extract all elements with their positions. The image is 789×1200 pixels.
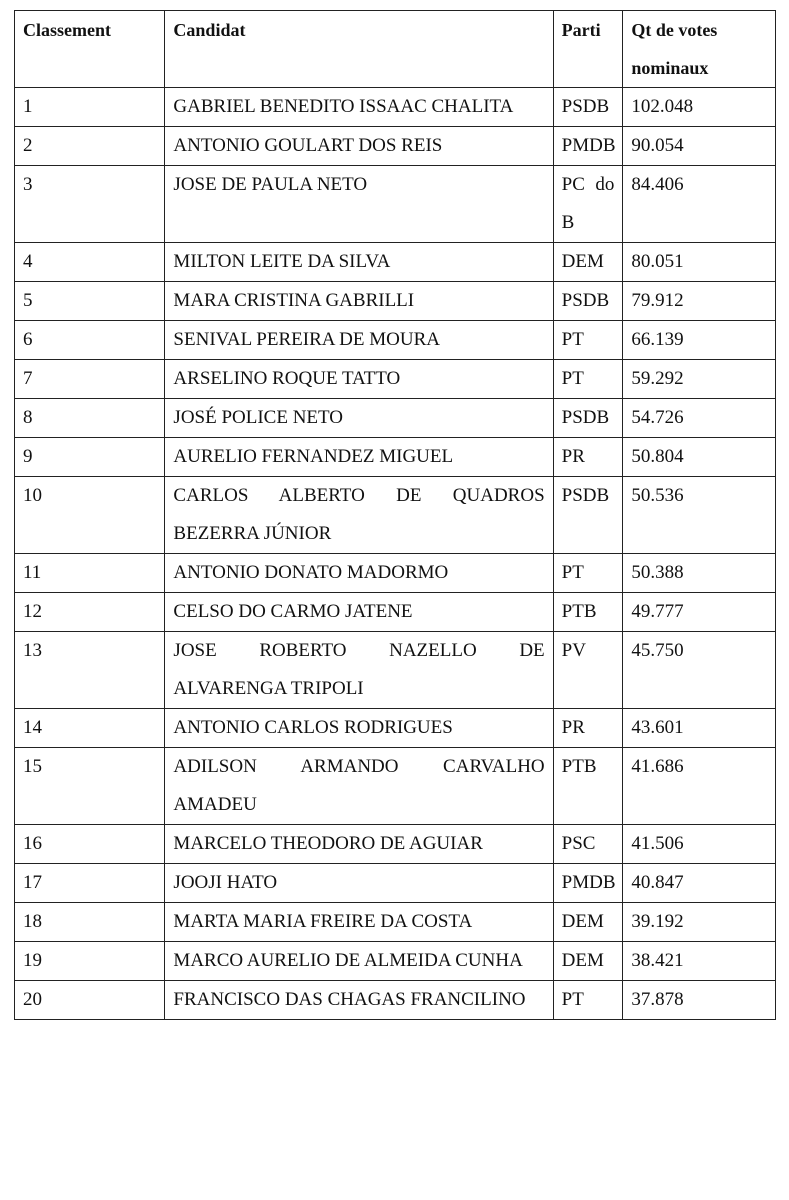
candidate-cell: ARSELINO ROQUE TATTO — [165, 360, 553, 399]
candidate-cell: JOSE DE PAULA NETO — [165, 166, 553, 243]
party-cell: PSDB — [553, 477, 623, 554]
votes-cell: 66.139 — [623, 321, 776, 360]
votes-cell: 84.406 — [623, 166, 776, 243]
votes-cell: 45.750 — [623, 632, 776, 709]
table-row — [15, 243, 776, 282]
rank-cell: 13 — [15, 632, 165, 709]
table-row — [15, 825, 776, 864]
party-cell: PR — [553, 438, 623, 477]
table-row — [15, 593, 776, 632]
candidate-cell: ANTONIO GOULART DOS REIS — [165, 127, 553, 166]
party-cell: PSC — [553, 825, 623, 864]
table-row — [15, 748, 776, 825]
votes-cell: 37.878 — [623, 981, 776, 1020]
party-cell: PR — [553, 709, 623, 748]
candidate-cell: SENIVAL PEREIRA DE MOURA — [165, 321, 553, 360]
rank-cell: 1 — [15, 88, 165, 127]
candidate-cell: MARCO AURELIO DE ALMEIDA CUNHA — [165, 942, 553, 981]
rank-cell: 17 — [15, 864, 165, 903]
table-row — [15, 709, 776, 748]
header-party: Parti — [553, 11, 623, 88]
table-row — [15, 321, 776, 360]
party-cell: DEM — [553, 243, 623, 282]
candidate-cell: CARLOS ALBERTO DE QUADROS BEZERRA JÚNIOR — [165, 477, 553, 554]
rank-cell: 15 — [15, 748, 165, 825]
votes-cell: 50.536 — [623, 477, 776, 554]
table-row — [15, 88, 776, 127]
party-cell: PMDB — [553, 864, 623, 903]
candidate-cell: MARA CRISTINA GABRILLI — [165, 282, 553, 321]
candidate-cell: JOOJI HATO — [165, 864, 553, 903]
rank-cell: 12 — [15, 593, 165, 632]
party-cell: PT — [553, 554, 623, 593]
header-votes: Qt de votes nominaux — [623, 11, 776, 88]
candidate-cell: MARTA MARIA FREIRE DA COSTA — [165, 903, 553, 942]
rank-cell: 19 — [15, 942, 165, 981]
table-row — [15, 166, 776, 243]
votes-cell: 38.421 — [623, 942, 776, 981]
votes-cell: 50.388 — [623, 554, 776, 593]
candidate-cell: GABRIEL BENEDITO ISSAAC CHALITA — [165, 88, 553, 127]
votes-cell: 90.054 — [623, 127, 776, 166]
party-cell: PT — [553, 360, 623, 399]
candidate-cell: MILTON LEITE DA SILVA — [165, 243, 553, 282]
votes-cell: 102.048 — [623, 88, 776, 127]
table-row — [15, 399, 776, 438]
table-row — [15, 282, 776, 321]
rank-cell: 14 — [15, 709, 165, 748]
header-row — [15, 11, 776, 88]
candidate-cell: ADILSON ARMANDO CARVALHO AMADEU — [165, 748, 553, 825]
rank-cell: 7 — [15, 360, 165, 399]
rank-cell: 3 — [15, 166, 165, 243]
candidate-cell: JOSE ROBERTO NAZELLO DE ALVARENGA TRIPOLI — [165, 632, 553, 709]
rank-cell: 16 — [15, 825, 165, 864]
party-cell: PV — [553, 632, 623, 709]
table-row — [15, 438, 776, 477]
rank-cell: 4 — [15, 243, 165, 282]
party-cell: PT — [553, 321, 623, 360]
votes-cell: 50.804 — [623, 438, 776, 477]
votes-cell: 54.726 — [623, 399, 776, 438]
rank-cell: 8 — [15, 399, 165, 438]
header-candidate: Candidat — [165, 11, 553, 88]
party-cell: DEM — [553, 903, 623, 942]
party-cell: PTB — [553, 593, 623, 632]
candidate-cell: JOSÉ POLICE NETO — [165, 399, 553, 438]
votes-cell: 41.506 — [623, 825, 776, 864]
candidate-cell: FRANCISCO DAS CHAGAS FRANCILINO — [165, 981, 553, 1020]
table-row — [15, 864, 776, 903]
header-rank: Classement — [15, 11, 165, 88]
rank-cell: 18 — [15, 903, 165, 942]
votes-cell: 43.601 — [623, 709, 776, 748]
table-row — [15, 477, 776, 554]
rank-cell: 20 — [15, 981, 165, 1020]
table-row — [15, 981, 776, 1020]
table-body — [15, 88, 776, 1020]
rank-cell: 11 — [15, 554, 165, 593]
rank-cell: 5 — [15, 282, 165, 321]
party-cell: PTB — [553, 748, 623, 825]
party-cell: PSDB — [553, 88, 623, 127]
party-cell: PSDB — [553, 399, 623, 438]
table-row — [15, 632, 776, 709]
rank-cell: 2 — [15, 127, 165, 166]
votes-cell: 80.051 — [623, 243, 776, 282]
candidate-cell: MARCELO THEODORO DE AGUIAR — [165, 825, 553, 864]
party-cell: PSDB — [553, 282, 623, 321]
votes-cell: 40.847 — [623, 864, 776, 903]
votes-cell: 41.686 — [623, 748, 776, 825]
party-cell: PT — [553, 981, 623, 1020]
votes-cell: 79.912 — [623, 282, 776, 321]
votes-cell: 59.292 — [623, 360, 776, 399]
candidate-cell: AURELIO FERNANDEZ MIGUEL — [165, 438, 553, 477]
table-row — [15, 554, 776, 593]
rank-cell: 6 — [15, 321, 165, 360]
results-table — [14, 10, 776, 1020]
party-cell: DEM — [553, 942, 623, 981]
party-cell: PC do B — [553, 166, 623, 243]
votes-cell: 49.777 — [623, 593, 776, 632]
table-row — [15, 903, 776, 942]
rank-cell: 9 — [15, 438, 165, 477]
rank-cell: 10 — [15, 477, 165, 554]
candidate-cell: ANTONIO CARLOS RODRIGUES — [165, 709, 553, 748]
table-row — [15, 360, 776, 399]
votes-cell: 39.192 — [623, 903, 776, 942]
table-row — [15, 127, 776, 166]
candidate-cell: CELSO DO CARMO JATENE — [165, 593, 553, 632]
table-row — [15, 942, 776, 981]
party-cell: PMDB — [553, 127, 623, 166]
candidate-cell: ANTONIO DONATO MADORMO — [165, 554, 553, 593]
